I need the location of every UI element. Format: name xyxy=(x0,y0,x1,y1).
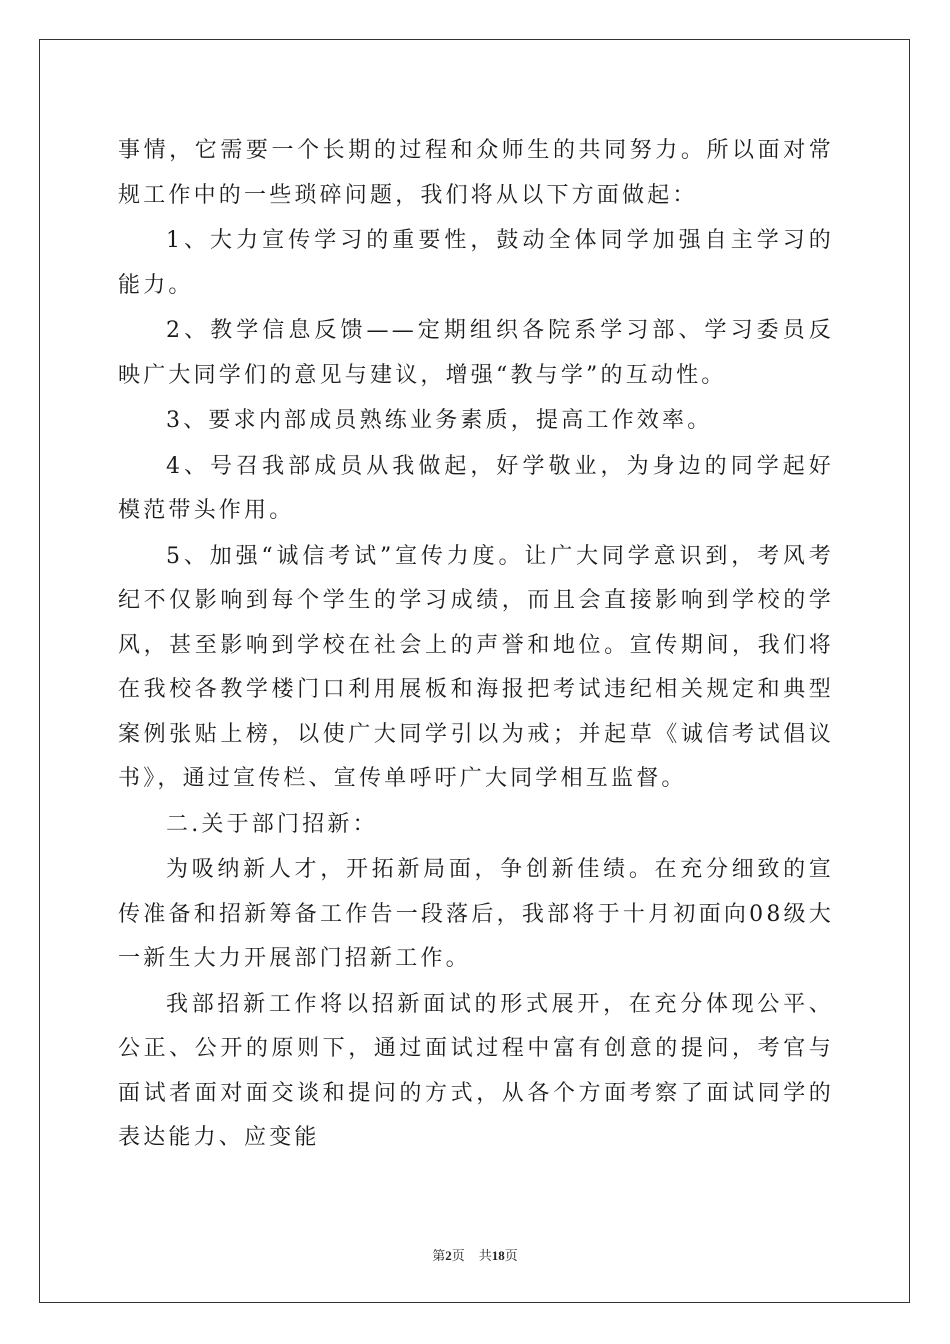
paragraph-item-2: 2、教学信息反馈——定期组织各院系学习部、学习委员反映广大同学们的意见与建议，增强“教与学”的互动性。 xyxy=(118,318,834,388)
page-suffix: 页 xyxy=(451,1248,465,1263)
page-footer xyxy=(0,1245,950,1264)
paragraph-item-4: 4、号召我部成员从我做起，好学敬业，为身边的同学起好模范带头作用。 xyxy=(118,453,834,523)
document-body xyxy=(118,129,834,1161)
paragraph-continuation: 事情，它需要一个长期的过程和众师生的共同努力。所以面对常规工作中的一些琐碎问题，我们将从以下方面做起： xyxy=(118,138,834,208)
page-number: 2 xyxy=(445,1248,452,1263)
total-prefix: 共 xyxy=(478,1248,492,1263)
page-prefix: 第 xyxy=(432,1248,446,1263)
paragraph-item-1: 1、大力宣传学习的重要性，鼓动全体同学加强自主学习的能力。 xyxy=(118,228,834,298)
paragraph-recruitment-intro: 为吸纳新人才，开拓新局面，争创新佳绩。在充分细致的宣传准备和招新筹备工作告一段落后，我部将于十月初面向08级大一新生大力开展部门招新工作。 xyxy=(118,857,834,971)
total-pages: 18 xyxy=(491,1248,505,1263)
paragraph-item-5: 5、加强“诚信考试”宣传力度。让广大同学意识到，考风考纪不仅影响到每个学生的学习成绩，而且会直接影响到学校的学风，甚至影响到学校在社会上的声誉和地位。宣传期间，我们将在我校各教学楼门口利用展板和海报把考试违纪相关规定和典型案例张贴上榜，以使广大同学引以为戒；并起草《诚信考试倡议书》，通过宣传栏、宣传单呼吁广大同学相互监督。 xyxy=(118,543,834,791)
section-heading-recruitment: 二.关于部门招新： xyxy=(166,811,378,837)
paragraph-item-3: 3、要求内部成员熟练业务素质，提高工作效率。 xyxy=(166,408,713,433)
paragraph-recruitment-method: 我部招新工作将以招新面试的形式展开，在充分体现公平、公正、公开的原则下，通过面试过程中富有创意的提问，考官与面试者面对面交谈和提问的方式，从各个方面考察了面试同学的表达能力、应变能 xyxy=(118,991,834,1150)
total-suffix: 页 xyxy=(504,1248,518,1263)
